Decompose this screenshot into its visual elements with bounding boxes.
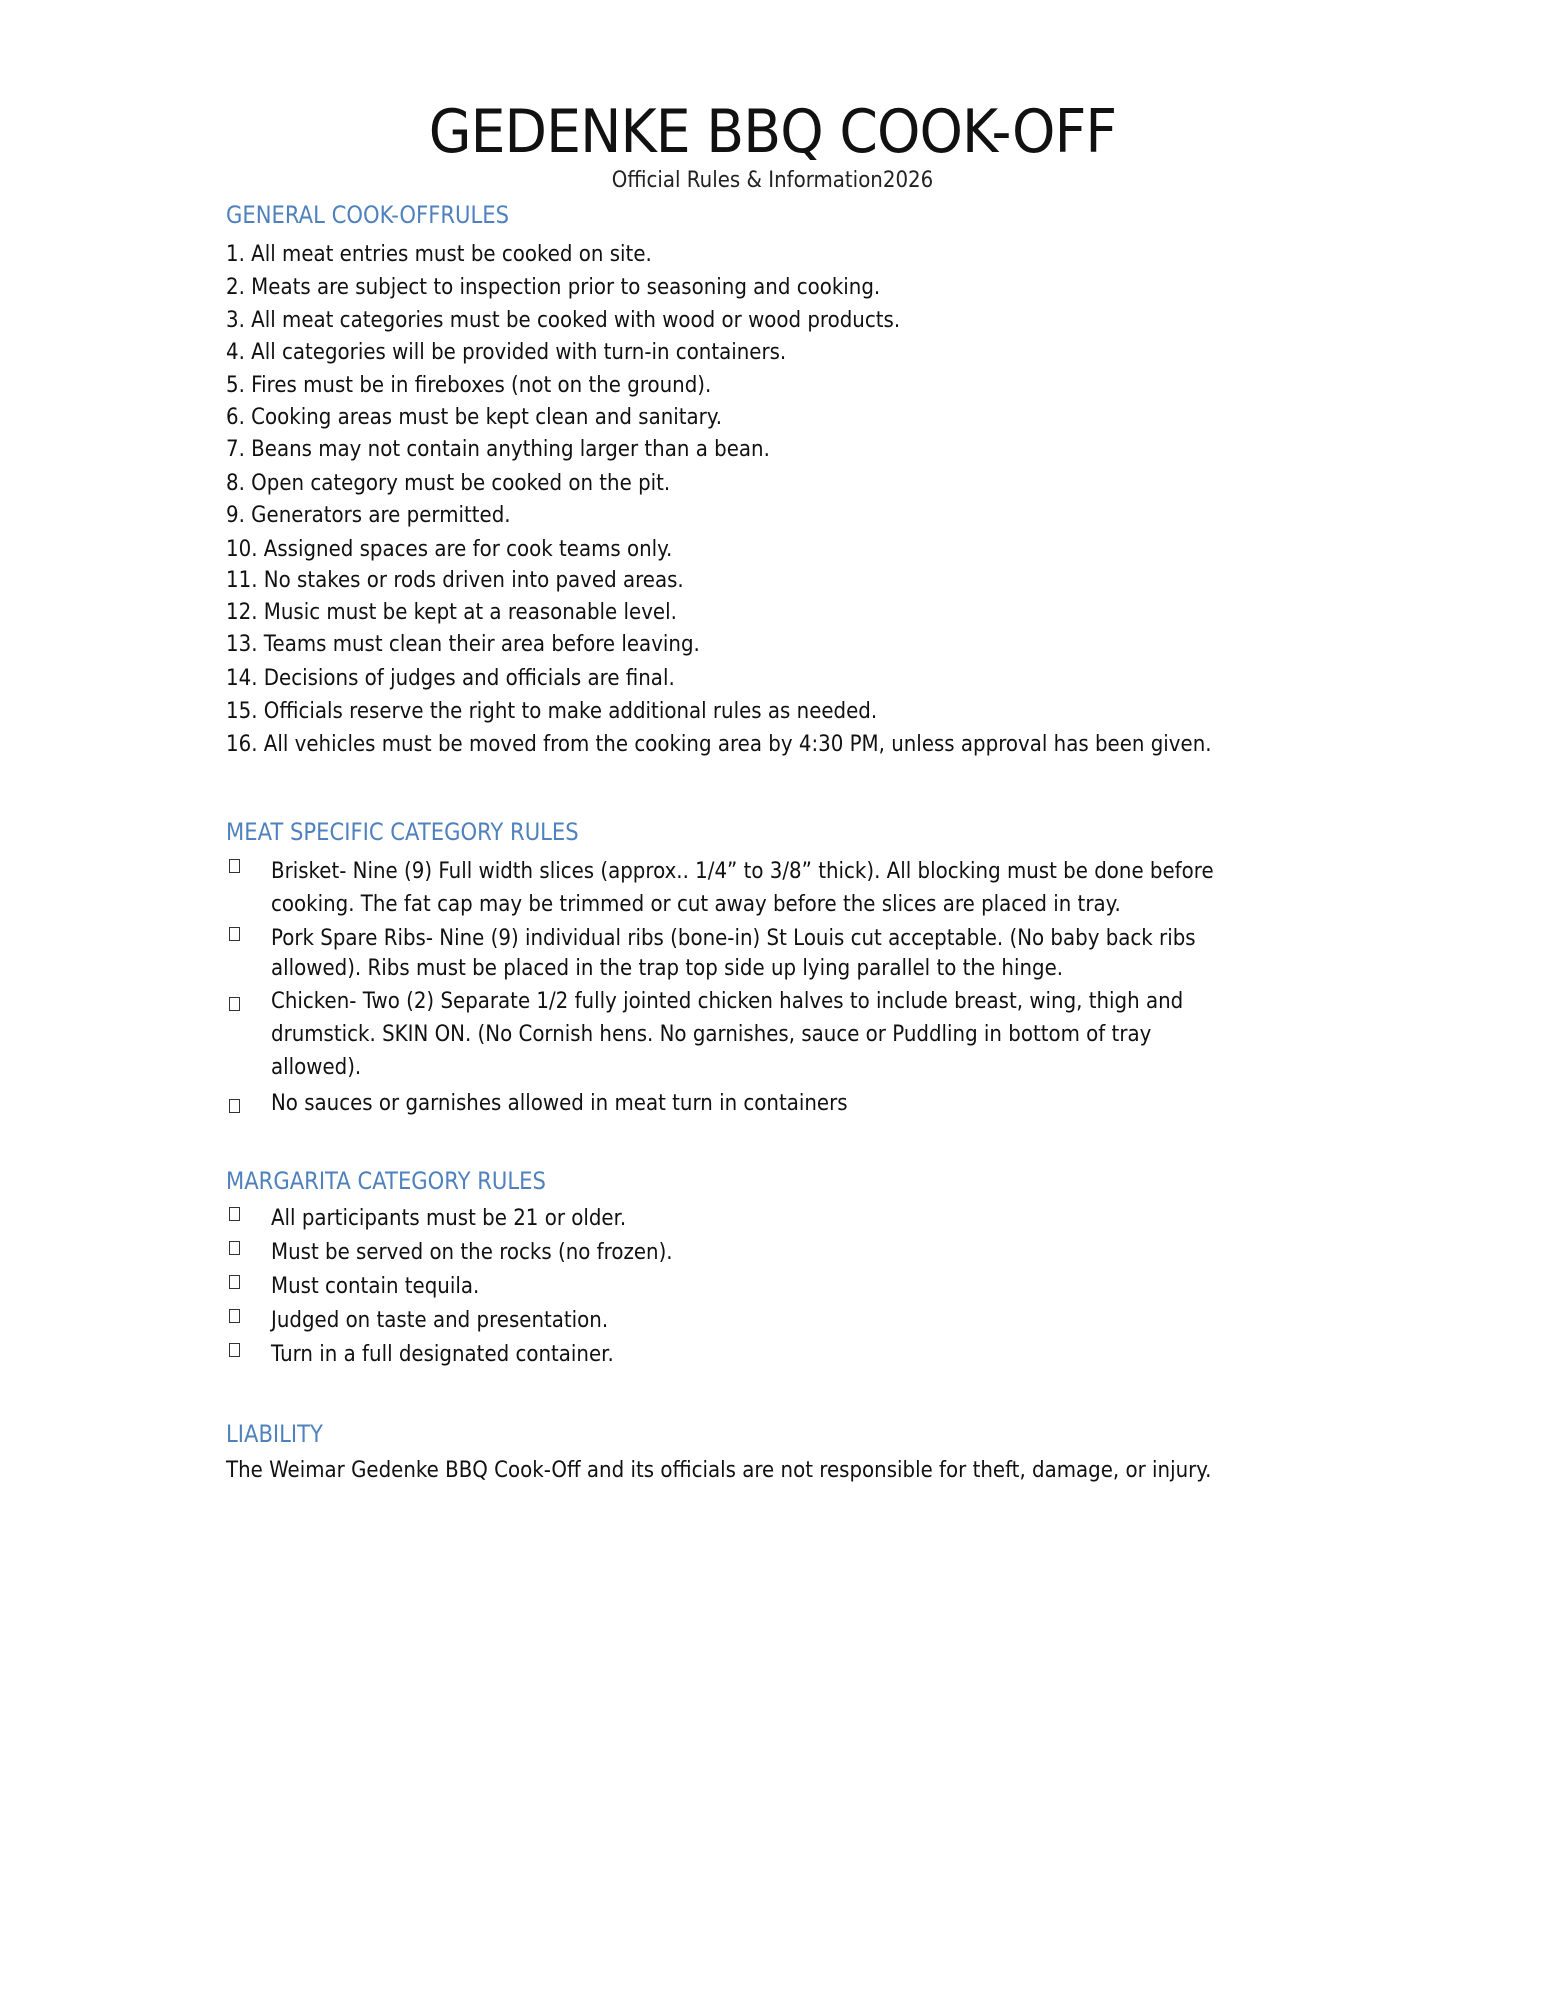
general-rule-item: 5. Fires must be in fireboxes (not on the ground). xyxy=(226,372,712,398)
margarita-rule-text: Turn in a full designated container. xyxy=(271,1341,614,1367)
general-rule-item: 9. Generators are permitted. xyxy=(226,502,511,528)
heading-general-rules: GENERAL COOK-OFFRULES xyxy=(226,201,510,229)
general-rule-item: 2. Meats are subject to inspection prior to seasoning and cooking. xyxy=(226,274,881,300)
general-rule-item: 1. All meat entries must be cooked on site. xyxy=(226,241,652,267)
general-rule-item: 3. All meat categories must be cooked with wood or wood products. xyxy=(226,307,901,333)
general-rule-item: 8. Open category must be cooked on the pit. xyxy=(226,470,671,496)
general-rule-item: 15. Officials reserve the right to make additional rules as needed. xyxy=(226,698,878,724)
general-rule-item: 13. Teams must clean their area before leaving. xyxy=(226,631,700,657)
meat-rule-text: Pork Spare Ribs- Nine (9) individual ribs (bone-in) St Louis cut acceptable. (No baby back ribs allowed). Ribs must be placed in the trap top side up lying parallel to the hinge. xyxy=(271,925,1196,981)
meat-rule-text: No sauces or garnishes allowed in meat turn in containers xyxy=(271,1090,848,1116)
checkbox-icon xyxy=(229,859,240,873)
meat-rule-text: Chicken- Two (2) Separate 1/2 fully jointed chicken halves to include breast, wing, thigh and drumstick. SKIN ON. (No Cornish hens. No garnishes, sauce or Puddling in bottom of tray allowed). xyxy=(271,988,1184,1080)
heading-meat-rules: MEAT SPECIFIC CATEGORY RULES xyxy=(226,818,579,846)
checkbox-icon xyxy=(229,1207,240,1221)
margarita-rule-text: Must contain tequila. xyxy=(271,1273,480,1299)
checkbox-icon xyxy=(229,997,240,1011)
general-rule-item: 4. All categories will be provided with turn-in containers. xyxy=(226,339,787,365)
checkbox-icon xyxy=(229,1343,240,1357)
margarita-rule-text: Must be served on the rocks (no frozen). xyxy=(271,1239,673,1265)
general-rule-item: 12. Music must be kept at a reasonable level. xyxy=(226,599,677,625)
general-rule-item: 6. Cooking areas must be kept clean and sanitary. xyxy=(226,404,723,430)
margarita-rule-text: All participants must be 21 or older. xyxy=(271,1205,627,1231)
liability-text: The Weimar Gedenke BBQ Cook-Off and its officials are not responsible for theft, damage, or injury. xyxy=(226,1457,1212,1483)
heading-margarita-rules: MARGARITA CATEGORY RULES xyxy=(226,1167,546,1195)
checkbox-icon xyxy=(229,1275,240,1289)
general-rule-item: 10. Assigned spaces are for cook teams only. xyxy=(226,536,673,562)
checkbox-icon xyxy=(229,1099,240,1113)
document-title: GEDENKE BBQ COOK-OFF xyxy=(428,97,1117,167)
checkbox-icon xyxy=(229,1241,240,1255)
margarita-rule-text: Judged on taste and presentation. xyxy=(271,1307,609,1333)
general-rule-item: 14. Decisions of judges and officials are final. xyxy=(226,665,675,691)
checkbox-icon xyxy=(229,1309,240,1323)
general-rule-item: 7. Beans may not contain anything larger than a bean. xyxy=(226,436,770,462)
document-subtitle: Official Rules & Information2026 xyxy=(611,168,934,193)
meat-rule-text: Brisket- Nine (9) Full width slices (approx.. 1/4” to 3/8” thick). All blocking must be done before cooking. The fat cap may be trimmed or cut away before the slices are placed in tray. xyxy=(271,858,1214,917)
general-rule-item: 11. No stakes or rods driven into paved areas. xyxy=(226,567,684,593)
heading-liability: LIABILITY xyxy=(226,1420,323,1448)
checkbox-icon xyxy=(229,927,240,941)
general-rule-item: 16. All vehicles must be moved from the cooking area by 4:30 PM, unless approval has been given. xyxy=(226,731,1212,757)
